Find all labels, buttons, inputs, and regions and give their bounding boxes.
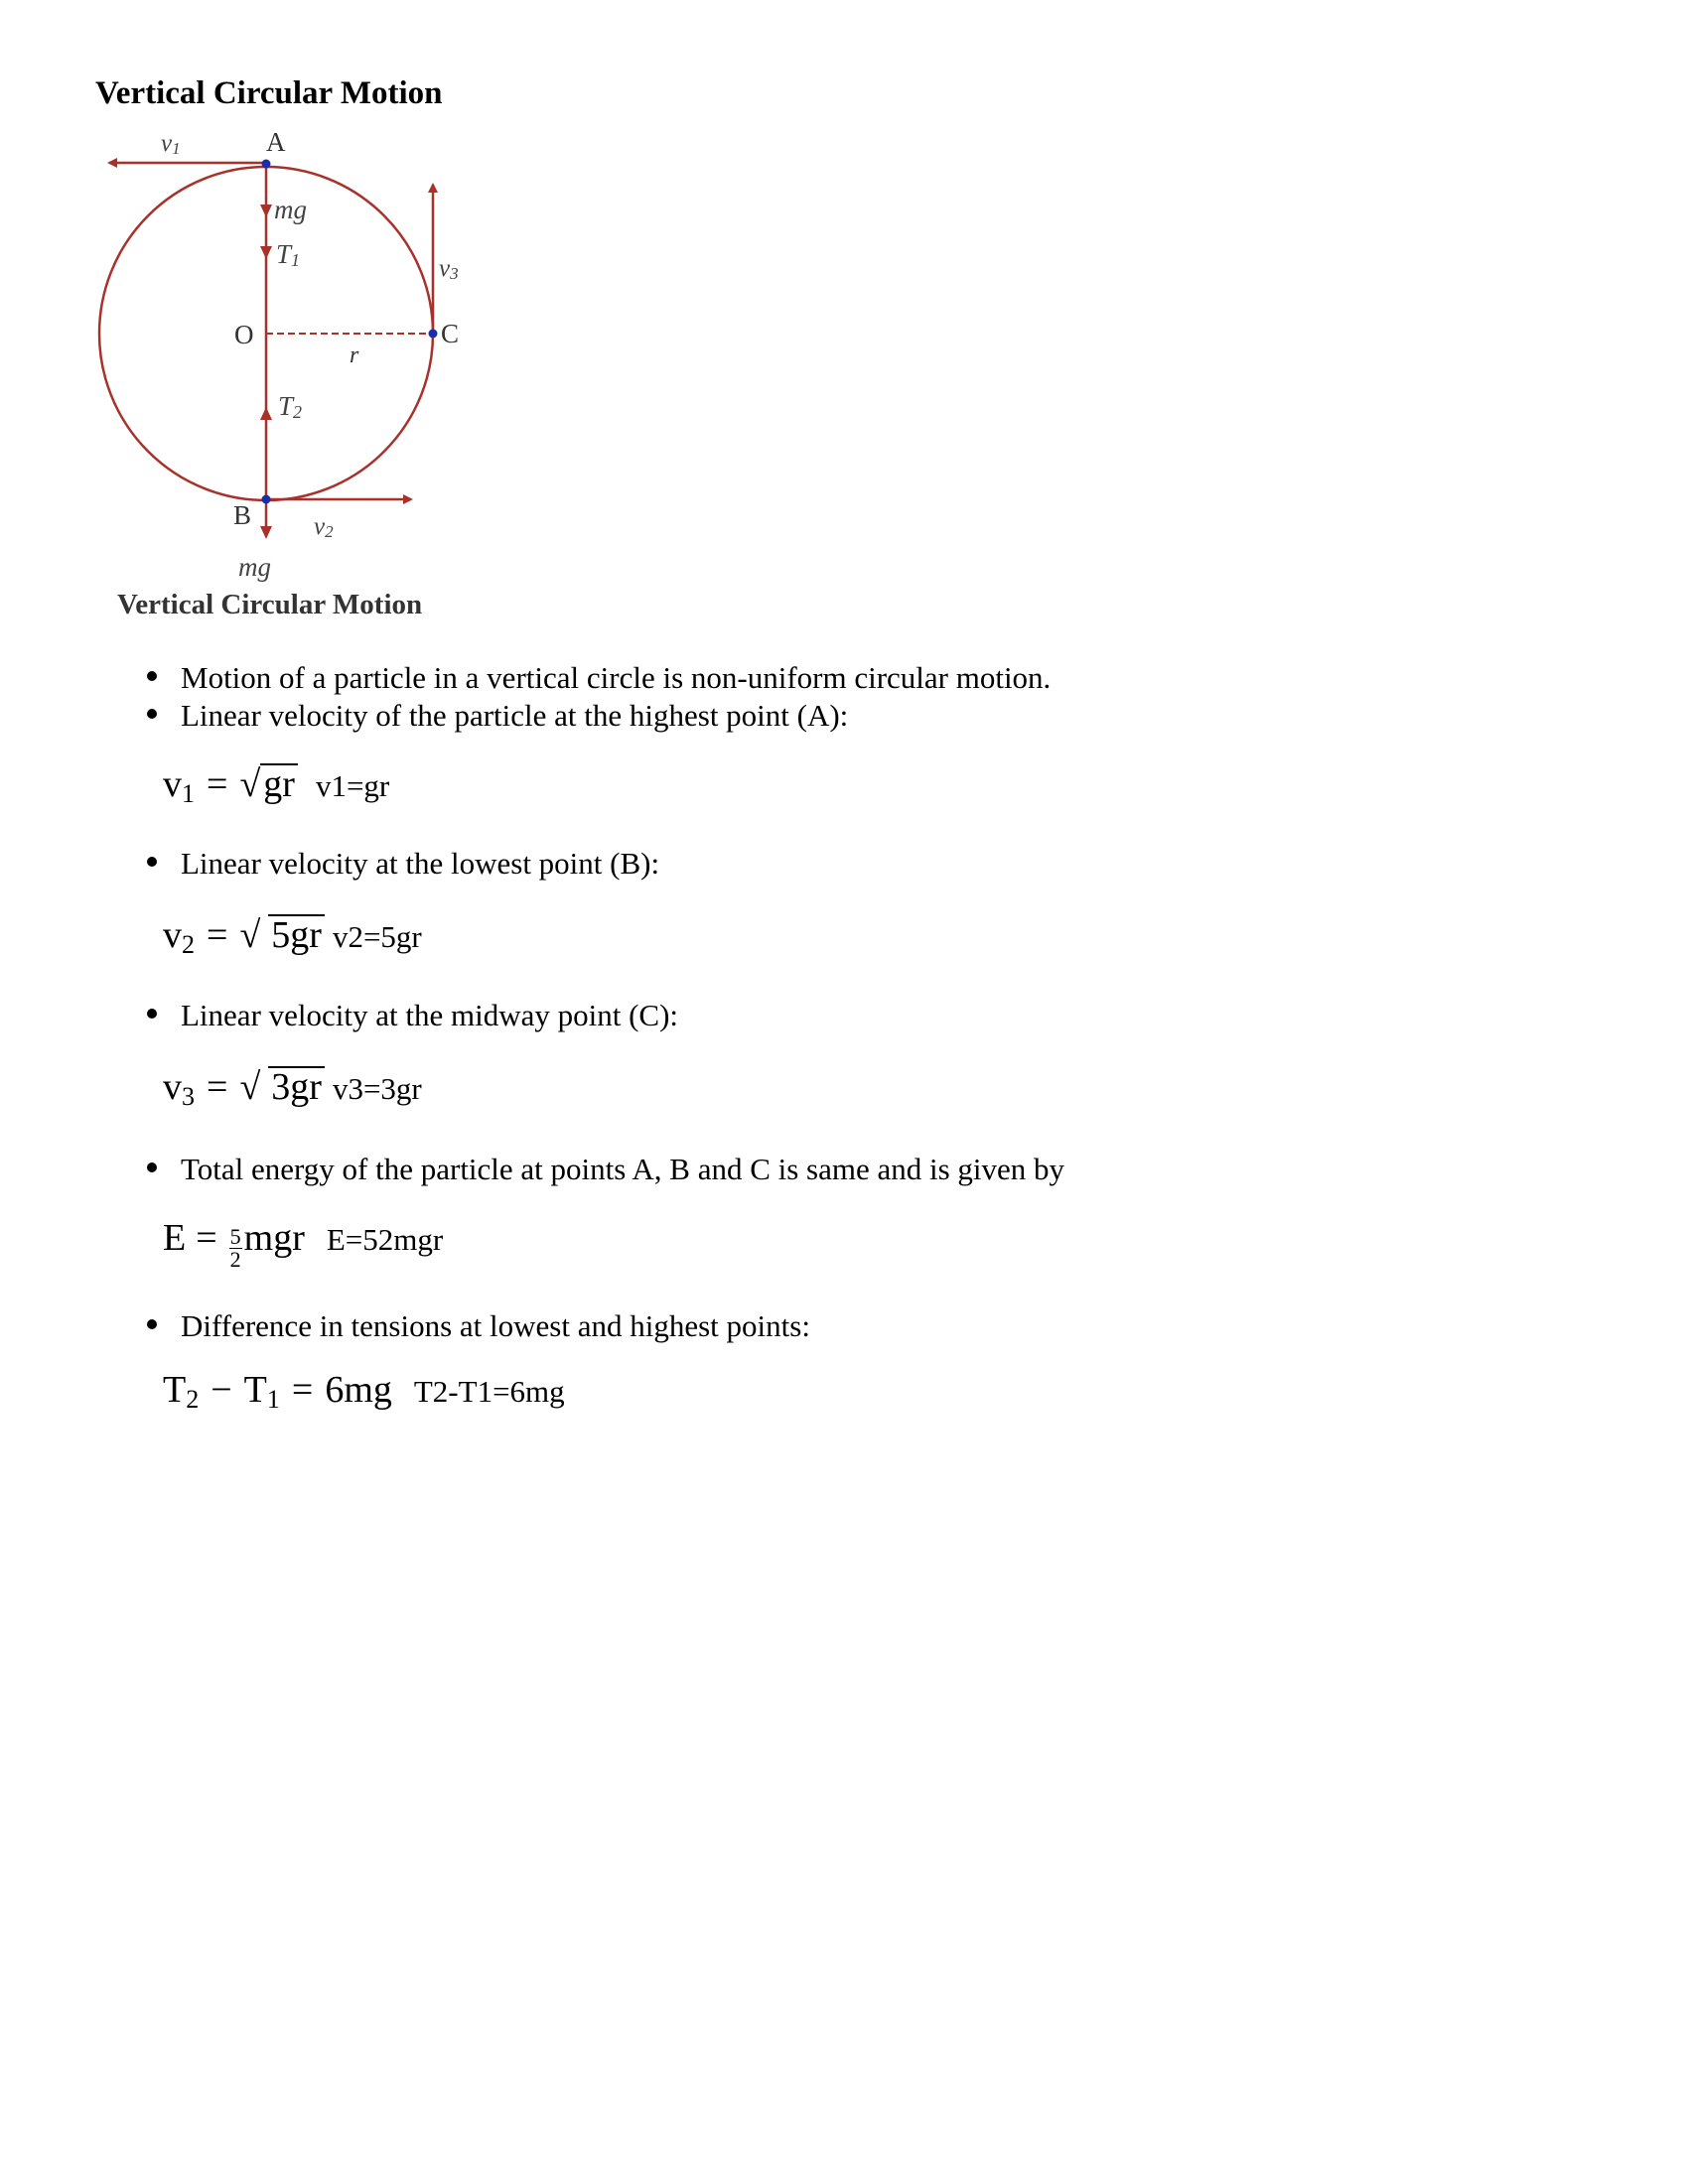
equals-sign: = bbox=[207, 914, 228, 956]
page-title: Vertical Circular Motion bbox=[95, 75, 443, 111]
diagram-svg bbox=[79, 117, 496, 633]
formula-v1 bbox=[163, 762, 389, 809]
formula-lhs: E bbox=[163, 1217, 187, 1259]
list-item bbox=[147, 1308, 810, 1344]
square-root: √gr bbox=[239, 762, 298, 806]
formula-alt-text: v1=gr bbox=[315, 768, 390, 803]
square-root: √ 5gr bbox=[239, 913, 325, 957]
equals-sign: = bbox=[207, 1066, 228, 1108]
label-a: A bbox=[266, 127, 286, 157]
mg-top-arrow bbox=[260, 205, 272, 217]
formula-v2 bbox=[163, 913, 422, 960]
list-item bbox=[147, 846, 659, 882]
formula-lhs: $v_3$ bbox=[163, 1066, 195, 1111]
point-a-dot bbox=[262, 160, 271, 169]
bullet-text: Difference in tensions at lowest and highest points: bbox=[181, 1308, 810, 1343]
list-item bbox=[147, 698, 848, 734]
bullet-dot bbox=[147, 857, 157, 867]
formula-alt-text: T2-T1=6mg bbox=[413, 1374, 565, 1409]
t2-arrow bbox=[260, 407, 272, 420]
bullet-dot bbox=[147, 709, 157, 719]
label-mg-top: mg bbox=[274, 195, 307, 224]
formula-t1: $T_1$ bbox=[243, 1369, 280, 1414]
label-v2: v2 bbox=[314, 513, 334, 541]
label-c: C bbox=[441, 319, 460, 348]
list-item bbox=[147, 998, 678, 1033]
formula-alt-text: E=52mgr bbox=[326, 1222, 444, 1257]
fraction: $\frac{5}{2}$ bbox=[229, 1224, 241, 1272]
label-v1: v1 bbox=[161, 130, 181, 158]
equals-sign: = bbox=[207, 763, 228, 805]
list-item bbox=[147, 1152, 1064, 1187]
label-v3: v3 bbox=[439, 255, 459, 283]
formula-lhs: $v_1$ bbox=[163, 763, 195, 808]
bullet-text: Motion of a particle in a vertical circle is non-uniform circular motion. bbox=[181, 660, 1052, 695]
label-b: B bbox=[233, 500, 252, 530]
formula-alt-text: v3=3gr bbox=[332, 1071, 422, 1106]
bullet-dot bbox=[147, 1009, 157, 1019]
point-b-dot bbox=[262, 495, 271, 504]
minus-sign: − bbox=[211, 1369, 232, 1411]
label-o: O bbox=[234, 320, 254, 349]
equals-sign: = bbox=[291, 1369, 314, 1411]
square-root: √ 3gr bbox=[239, 1065, 325, 1109]
label-mg-bottom: mg bbox=[238, 552, 271, 582]
bullet-dot bbox=[147, 671, 157, 681]
label-t1: T1 bbox=[276, 239, 301, 270]
formula-v3 bbox=[163, 1065, 422, 1112]
bullet-text: Total energy of the particle at points A, B and C is same and is given by bbox=[181, 1152, 1065, 1186]
bullet-text: Linear velocity of the particle at the highest point (A): bbox=[181, 698, 849, 733]
list-item bbox=[147, 660, 1051, 696]
formula-tension bbox=[163, 1368, 565, 1415]
point-c-dot bbox=[429, 330, 438, 339]
formula-t2: $T_2$ bbox=[163, 1369, 200, 1414]
bullet-dot bbox=[147, 1162, 157, 1172]
formula-lhs: $v_2$ bbox=[163, 914, 195, 959]
bullet-text: Linear velocity at the midway point (C): bbox=[181, 998, 679, 1032]
label-r: r bbox=[350, 342, 359, 368]
vertical-circle-diagram bbox=[79, 117, 496, 633]
formula-rhs: mgr bbox=[243, 1217, 305, 1259]
formula-alt-text: v2=5gr bbox=[332, 919, 422, 954]
bullet-text: Linear velocity at the lowest point (B): bbox=[181, 846, 660, 881]
formula-rhs: 6mg bbox=[325, 1369, 392, 1411]
label-t2: T2 bbox=[278, 391, 303, 422]
formula-energy bbox=[163, 1216, 443, 1277]
mg-bottom-arrow bbox=[260, 526, 272, 539]
bullet-dot bbox=[147, 1319, 157, 1329]
figure-caption: Vertical Circular Motion bbox=[117, 589, 423, 620]
equals-sign: = bbox=[196, 1217, 217, 1259]
t1-arrow bbox=[260, 246, 272, 259]
